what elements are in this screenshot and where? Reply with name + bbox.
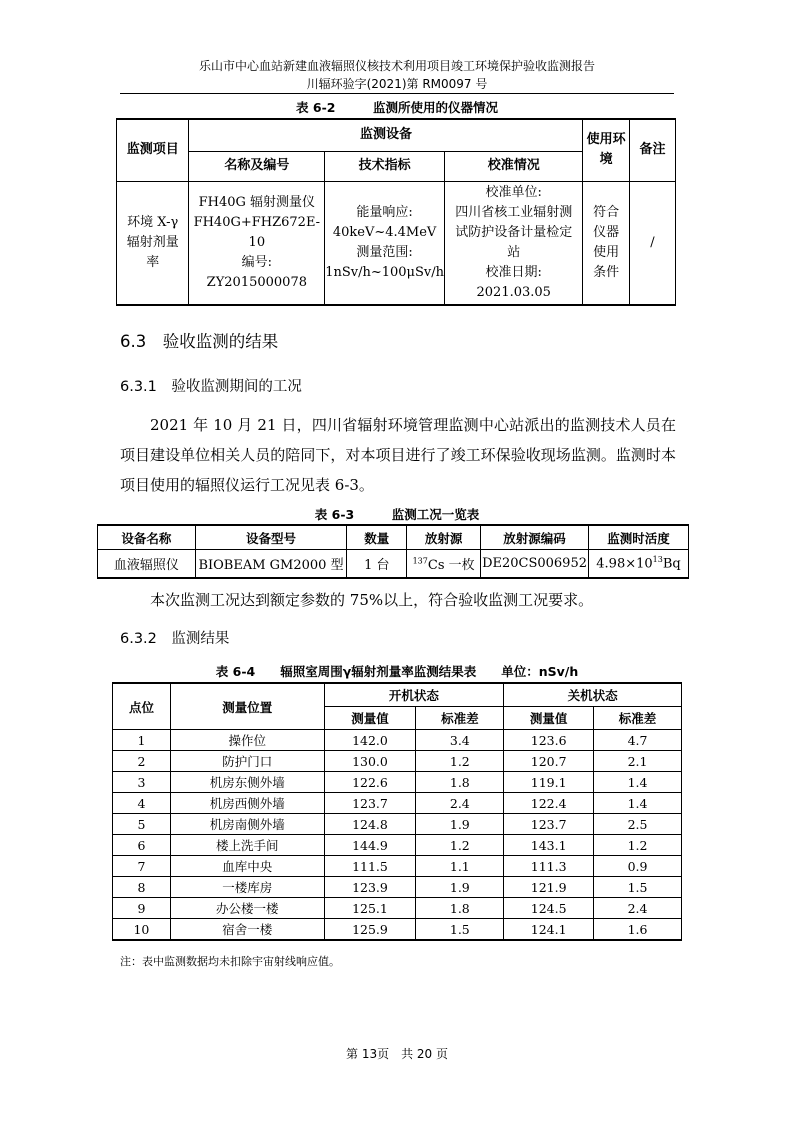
- conditions-conclusion: 本次监测工况达到额定参数的 75%以上，符合验收监测工况要求。: [150, 591, 594, 609]
- table-row: [113, 793, 682, 814]
- cell-point: 7: [113, 856, 171, 877]
- cell-on-sd: 1.9: [416, 814, 504, 835]
- col-calibration: 校准情况: [445, 151, 583, 181]
- col-environment: 使用环境: [583, 119, 629, 181]
- cell-position: 防护门口: [170, 751, 324, 772]
- cell-remark: /: [629, 181, 675, 305]
- cell-position: 办公楼一楼: [170, 898, 324, 919]
- table-row: [117, 181, 676, 305]
- cell-point: 6: [113, 835, 171, 856]
- cell-position: 血库中央: [170, 856, 324, 877]
- cell-on-sd: 2.4: [416, 793, 504, 814]
- cell-point: 1: [113, 730, 171, 751]
- cell-off-sd: 1.2: [594, 835, 682, 856]
- table-row: [113, 856, 682, 877]
- table-row: [113, 919, 682, 941]
- spec-line: 测量范围:: [356, 244, 413, 260]
- table-row: [113, 814, 682, 835]
- dose-rate-table: [112, 682, 682, 941]
- col-source-code: 放射源编码: [481, 525, 589, 550]
- cell-point: 4: [113, 793, 171, 814]
- cell-on-sd: 1.5: [416, 919, 504, 941]
- cell-off-value: 124.5: [504, 898, 594, 919]
- cell-on-sd: 1.8: [416, 898, 504, 919]
- col-power-on: 开机状态: [324, 683, 504, 707]
- cell-off-sd: 2.5: [594, 814, 682, 835]
- cell-off-value: 111.3: [504, 856, 594, 877]
- cell-on-value: 124.8: [324, 814, 416, 835]
- spec-line: 1nSv/h~100μSv/h: [325, 264, 444, 280]
- activity-unit: Bq: [662, 556, 681, 572]
- cell-on-value: 111.5: [324, 856, 416, 877]
- cell-on-value: 144.9: [324, 835, 416, 856]
- col-activity: 监测时活度: [589, 525, 689, 550]
- cell-environment: 符合仪器使用条件: [583, 181, 629, 305]
- name-line: FH40G+FHZ672E-10: [193, 214, 321, 250]
- section-6-3-2-heading: 6.3.2 监测结果: [120, 631, 230, 647]
- cell-on-sd: 3.4: [416, 730, 504, 751]
- report-number: 川辐环验字(2021)第 RM0097 号: [306, 77, 488, 91]
- section-6-3-heading: 6.3 验收监测的结果: [120, 332, 279, 351]
- col-position: 测量位置: [170, 683, 324, 730]
- operating-table: [97, 524, 689, 579]
- cell-device-name: 血液辐照仪: [98, 550, 196, 578]
- table-6-2-caption: 表 6-2 监测所使用的仪器情况: [296, 100, 498, 115]
- cell-off-sd: 1.4: [594, 772, 682, 793]
- cell-off-sd: 1.4: [594, 793, 682, 814]
- spec-line: 能量响应:: [356, 204, 413, 220]
- cell-position: 机房东侧外墙: [170, 772, 324, 793]
- cell-activity: [589, 550, 689, 578]
- cell-off-value: 119.1: [504, 772, 594, 793]
- col-monitor-item: 监测项目: [117, 119, 189, 181]
- col-quantity: 数量: [347, 525, 407, 550]
- cell-on-sd: 1.1: [416, 856, 504, 877]
- table-row: [113, 898, 682, 919]
- instrument-table: [116, 118, 676, 306]
- cell-position: 宿舍一楼: [170, 919, 324, 941]
- cell-point: 8: [113, 877, 171, 898]
- table-row: [98, 550, 689, 578]
- cell-point: 5: [113, 814, 171, 835]
- cell-device-model: BIOBEAM GM2000 型: [195, 550, 347, 578]
- calib-line: 校准日期:: [485, 264, 542, 280]
- col-on-value: 测量值: [324, 707, 416, 730]
- cell-on-sd: 1.2: [416, 835, 504, 856]
- col-monitor-equipment: 监测设备: [189, 119, 583, 151]
- cell-position: 操作位: [170, 730, 324, 751]
- cell-point: 2: [113, 751, 171, 772]
- table-6-3-caption: 表 6-3 监测工况一览表: [314, 507, 480, 522]
- cell-position: 机房南侧外墙: [170, 814, 324, 835]
- cell-on-value: 122.6: [324, 772, 416, 793]
- cell-source: [407, 550, 481, 578]
- col-point: 点位: [113, 683, 171, 730]
- cell-name: [189, 181, 325, 305]
- cell-off-value: 123.6: [504, 730, 594, 751]
- table-6-4-caption: 表 6-4 辐照室周围γ辐射剂量率监测结果表 单位：nSv/h: [215, 664, 579, 679]
- table-row: [113, 730, 682, 751]
- table-row: [113, 772, 682, 793]
- cell-quantity: 1 台: [347, 550, 407, 578]
- cell-off-value: 143.1: [504, 835, 594, 856]
- cell-point: 3: [113, 772, 171, 793]
- cell-spec: [325, 181, 445, 305]
- cell-off-sd: 1.6: [594, 919, 682, 941]
- cell-off-sd: 2.4: [594, 898, 682, 919]
- cell-item: 环境 X-γ辐射剂量率: [117, 181, 189, 305]
- spec-line: 40keV~4.4MeV: [332, 224, 437, 240]
- col-remark: 备注: [629, 119, 675, 181]
- cell-on-value: 142.0: [324, 730, 416, 751]
- cell-off-sd: 0.9: [594, 856, 682, 877]
- cell-off-value: 122.4: [504, 793, 594, 814]
- cell-off-sd: 4.7: [594, 730, 682, 751]
- col-on-sd: 标准差: [416, 707, 504, 730]
- activity-base: 4.98×10: [596, 556, 653, 572]
- table-row: [113, 835, 682, 856]
- cell-point: 9: [113, 898, 171, 919]
- col-off-value: 测量值: [504, 707, 594, 730]
- calib-line: 四川省核工业辐射测试防护设备计量检定站: [455, 204, 573, 260]
- cell-position: 机房西侧外墙: [170, 793, 324, 814]
- col-off-sd: 标准差: [594, 707, 682, 730]
- cell-off-value: 121.9: [504, 877, 594, 898]
- name-line: ZY2015000078: [206, 274, 307, 290]
- cell-on-sd: 1.8: [416, 772, 504, 793]
- cell-off-sd: 2.1: [594, 751, 682, 772]
- isotope-mass-number: 137: [412, 556, 428, 566]
- col-device-model: 设备型号: [195, 525, 347, 550]
- col-power-off: 关机状态: [504, 683, 682, 707]
- cell-on-sd: 1.2: [416, 751, 504, 772]
- cell-position: 一楼库房: [170, 877, 324, 898]
- col-source: 放射源: [407, 525, 481, 550]
- table-row: [113, 877, 682, 898]
- page-number: 第 13页 共 20 页: [346, 1047, 448, 1061]
- cell-point: 10: [113, 919, 171, 941]
- name-line: FH40G 辐射测量仪: [198, 194, 316, 210]
- col-tech-spec: 技术指标: [325, 151, 445, 181]
- cell-off-value: 120.7: [504, 751, 594, 772]
- source-text: Cs 一枚: [427, 557, 475, 573]
- calib-line: 校准单位:: [485, 184, 542, 200]
- table-row: [113, 751, 682, 772]
- header-rule: [120, 93, 674, 94]
- cell-calibration: [445, 181, 583, 305]
- operating-conditions-paragraph: 2021 年 10 月 21 日，四川省辐射环境管理监测中心站派出的监测技术人员在项目建设单位相关人员的陪同下，对本项目进行了竣工环保验收现场监测。监测时本项目使用的辐照仪运行工况见表 6-3。: [120, 416, 676, 494]
- cell-on-value: 130.0: [324, 751, 416, 772]
- cell-position: 楼上洗手间: [170, 835, 324, 856]
- cell-on-sd: 1.9: [416, 877, 504, 898]
- cell-off-value: 123.7: [504, 814, 594, 835]
- report-title: 乐山市中心血站新建血液辐照仪核技术利用项目竣工环境保护验收监测报告: [198, 59, 595, 73]
- activity-exponent: 13: [652, 555, 663, 565]
- col-device-name: 设备名称: [98, 525, 196, 550]
- table-note: 注：表中监测数据均未扣除宇宙射线响应值。: [120, 955, 340, 968]
- cell-on-value: 125.9: [324, 919, 416, 941]
- dose-rate-rows: [113, 730, 682, 941]
- cell-on-value: 123.7: [324, 793, 416, 814]
- cell-on-value: 125.1: [324, 898, 416, 919]
- cell-off-value: 124.1: [504, 919, 594, 941]
- col-name-number: 名称及编号: [189, 151, 325, 181]
- cell-source-code: DE20CS006952: [481, 550, 589, 578]
- calib-line: 2021.03.05: [476, 284, 551, 300]
- name-line: 编号:: [241, 254, 273, 270]
- cell-off-sd: 1.5: [594, 877, 682, 898]
- section-6-3-1-heading: 6.3.1 验收监测期间的工况: [120, 379, 302, 395]
- cell-on-value: 123.9: [324, 877, 416, 898]
